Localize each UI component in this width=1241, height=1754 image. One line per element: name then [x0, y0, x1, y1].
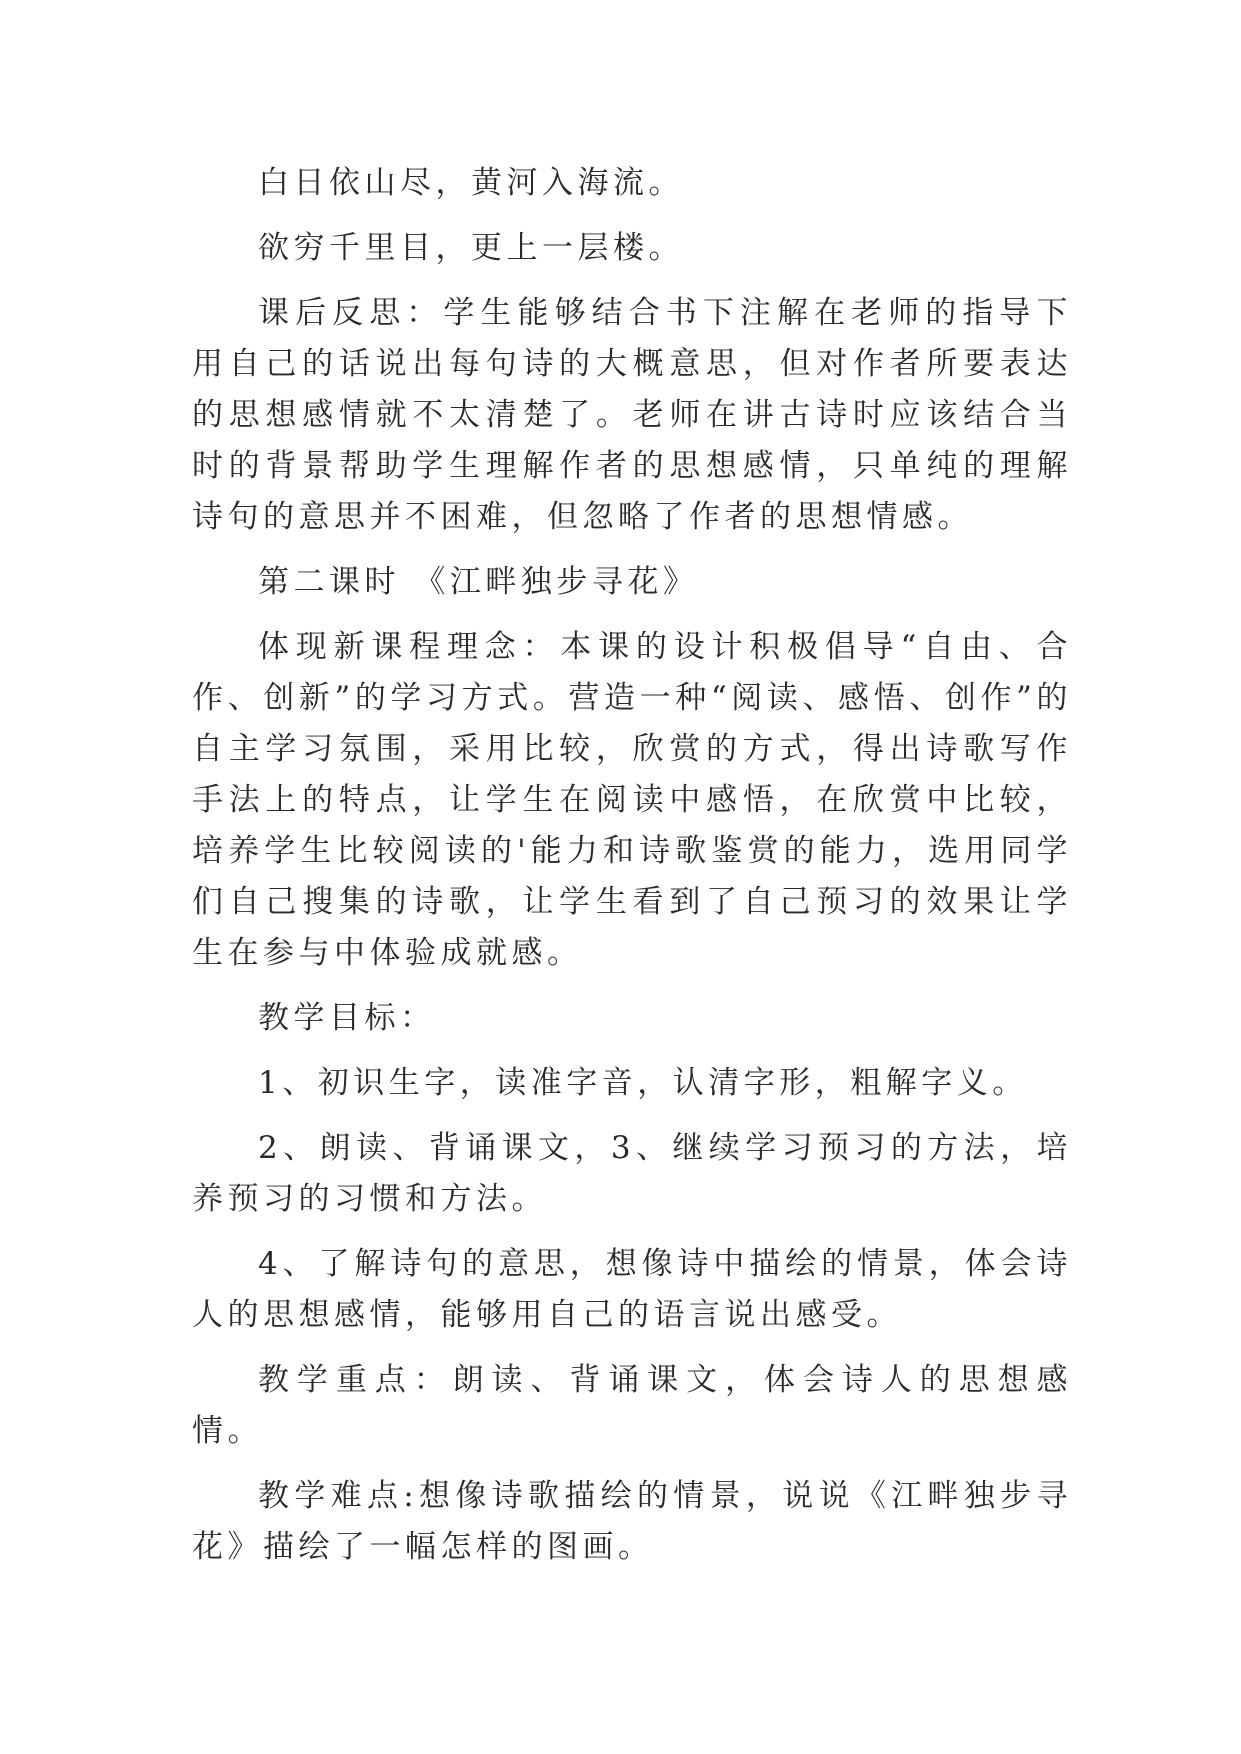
teaching-difficulty: 教学难点:想像诗歌描绘的情景，说说《江畔独步寻花》描绘了一幅怎样的图画。 — [192, 1478, 1072, 1565]
poem-line-2: 欲穷千里目，更上一层楼。 — [258, 230, 684, 266]
curriculum-concept-paragraph: 体现新课程理念：本课的设计积极倡导“自由、合作、创新”的学习方式。营造一种“阅读、感悟、创作”的自主学习氛围，采用比较，欣赏的方式，得出诗歌写作手法上的特点，让学生在阅读中感悟，在欣赏中比较，培养学生比较阅读的'能力和诗歌鉴赏的能力，选用同学们自己搜集的诗歌，让学生看到了自己预习的效果让学生在参与中体验成就感。 — [192, 629, 1072, 971]
goal-item-4: 4、了解诗句的意思，想像诗中描绘的情景，体会诗人的思想感情，能够用自己的语言说出感受。 — [192, 1246, 1072, 1333]
teaching-goals-heading: 教学目标： — [258, 1000, 436, 1036]
goal-item-2-3: 2、朗读、背诵课文，3、继续学习预习的方法，培养预习的习惯和方法。 — [192, 1130, 1072, 1217]
teaching-focus: 教学重点：朗读、背诵课文，体会诗人的思想感情。 — [192, 1362, 1072, 1449]
lesson-heading: 第二课时 《江畔独步寻花》 — [258, 564, 699, 600]
goal-item-1: 1、初识生字，读准字音，认清字形，粗解字义。 — [258, 1065, 1028, 1101]
document-body — [192, 158, 1072, 1587]
reflection-paragraph: 课后反思：学生能够结合书下注解在老师的指导下用自己的话说出每句诗的大概意思，但对作者所要表达的思想感情就不太清楚了。老师在讲古诗时应该结合当时的背景帮助学生理解作者的思想感情，只单纯的理解诗句的意思并不困难，但忽略了作者的思想情感。 — [192, 295, 1072, 535]
poem-line-1: 白日依山尽，黄河入海流。 — [258, 165, 684, 201]
